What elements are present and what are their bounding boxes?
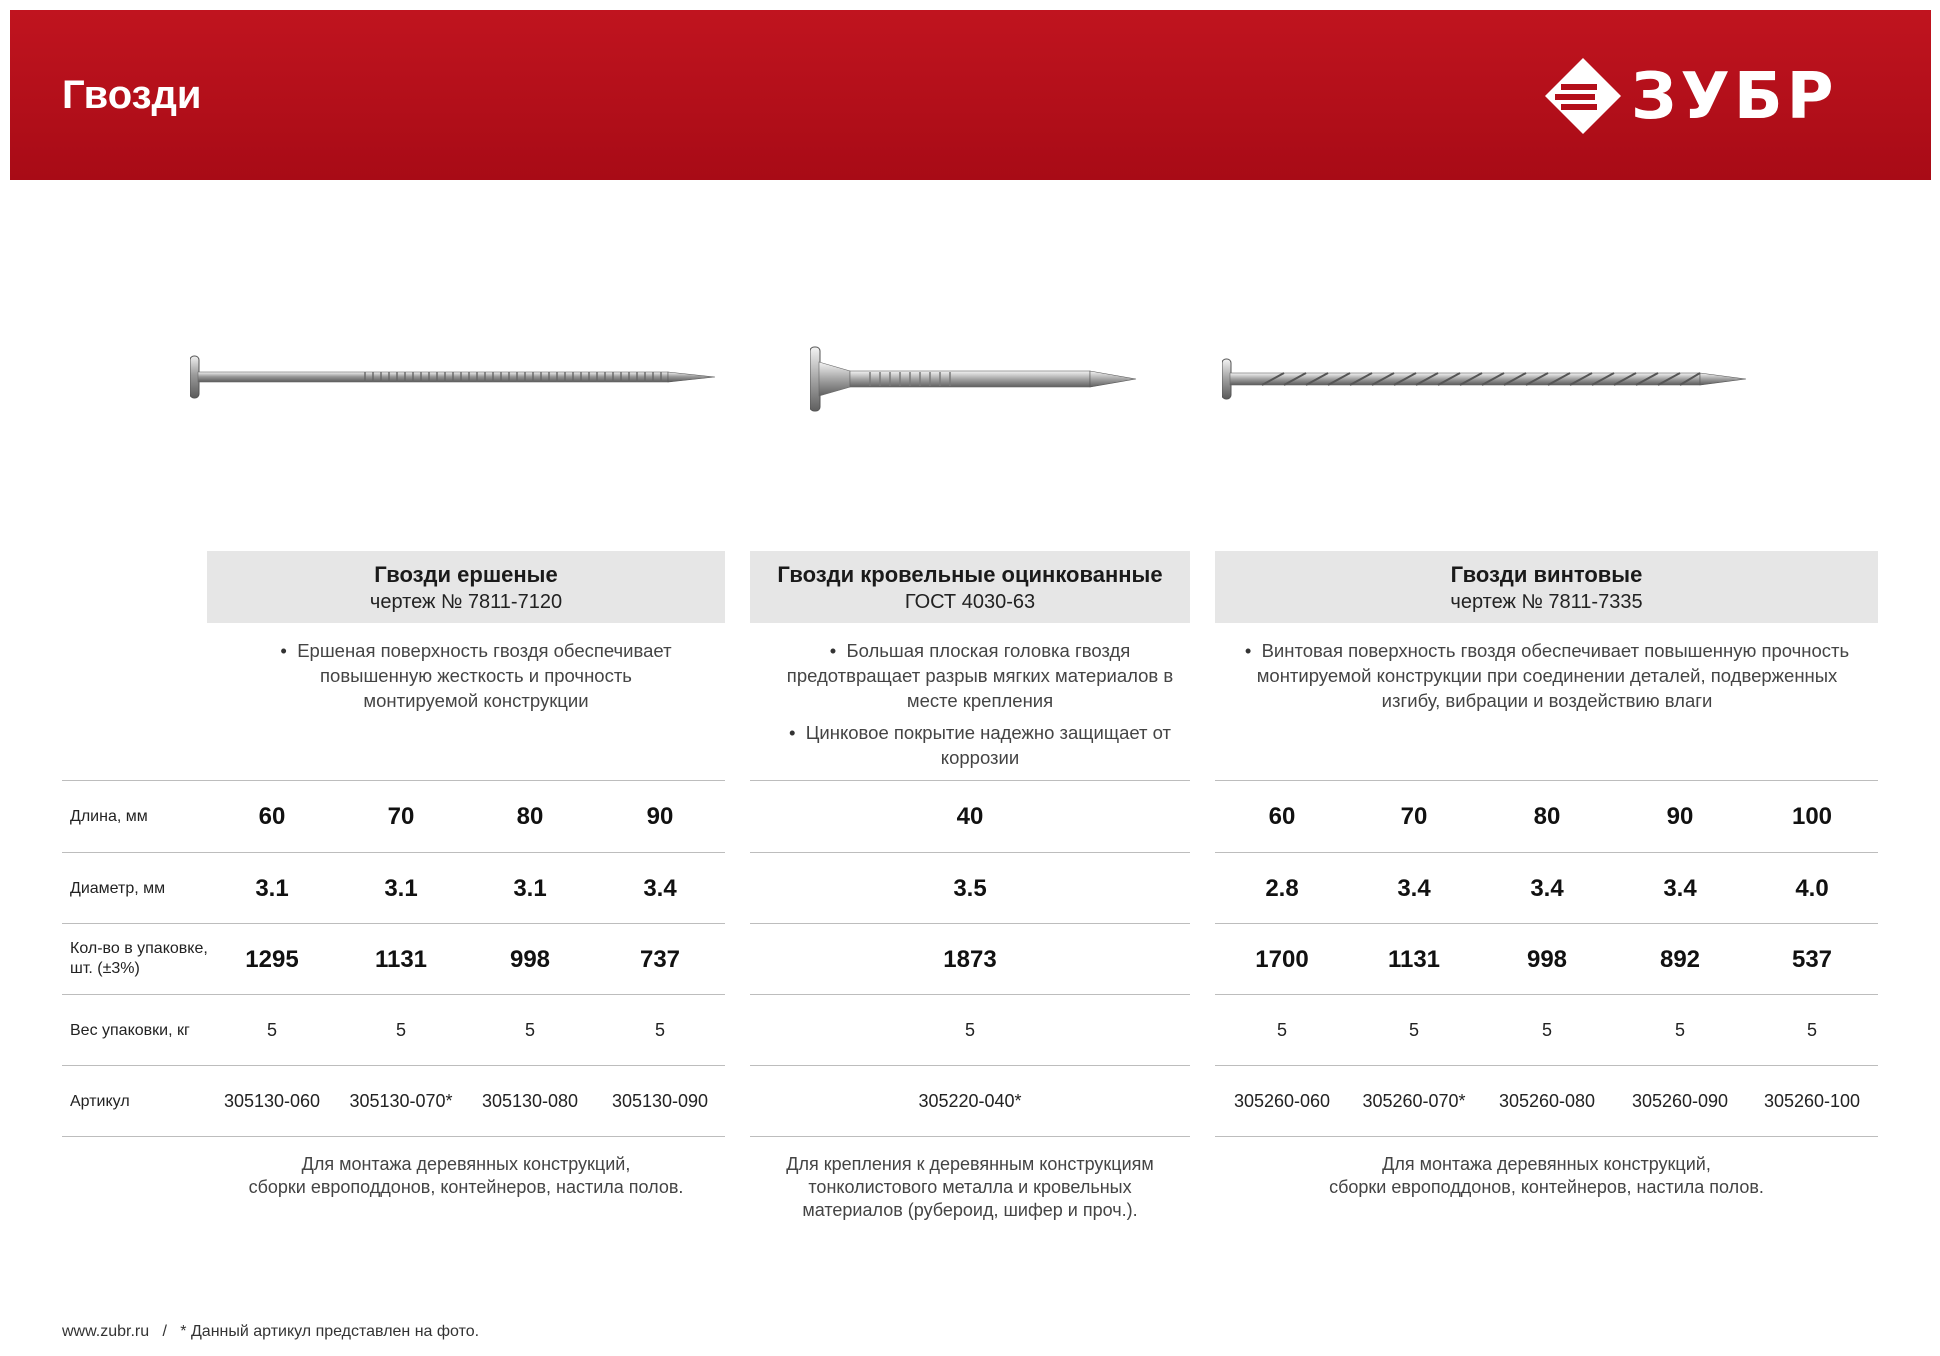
- weight-value: 5: [1674, 1020, 1685, 1040]
- length-value: 40: [956, 803, 984, 830]
- weight-value: 5: [1806, 1020, 1817, 1040]
- weight-value: 5: [964, 1020, 975, 1040]
- table-rule: [1215, 923, 1878, 924]
- diameter-value: 3.4: [1663, 875, 1697, 902]
- website-link[interactable]: www.zubr.ru: [62, 1323, 150, 1340]
- sku-value: 305260-090: [1631, 1091, 1729, 1111]
- table-rule: [62, 923, 725, 924]
- diameter-value: 3.4: [1397, 875, 1431, 902]
- usage-line: тонколистового металла и кровельных: [808, 1177, 1132, 1197]
- sku-value: 305260-100: [1763, 1091, 1861, 1111]
- sku-value: 305130-060: [223, 1091, 321, 1111]
- sku-value: 305130-090: [611, 1091, 709, 1111]
- usage-line: материалов (рубероид, шифер и проч.).: [802, 1200, 1138, 1220]
- header-banner: [10, 10, 1931, 180]
- product-name: Гвозди кровельные оцинкованные: [777, 562, 1163, 587]
- product-name: Гвозди ершеные: [374, 562, 558, 587]
- usage-line: Для монтажа деревянных конструкций,: [1382, 1154, 1711, 1174]
- row-label-length: Длина, мм: [70, 808, 148, 825]
- table-rule: [1215, 1136, 1878, 1137]
- description-ring-shank: [262, 638, 690, 720]
- weight-value: 5: [1541, 1020, 1552, 1040]
- roofing-nail-illustration: [810, 344, 1140, 414]
- product-header-roofing: [750, 551, 1190, 623]
- qty-value: 1700: [1255, 946, 1309, 973]
- diameter-value: 3.1: [255, 875, 289, 902]
- qty-value: 1295: [245, 946, 299, 973]
- table-rule: [750, 994, 1190, 995]
- sku-value: 305260-070*: [1362, 1091, 1466, 1111]
- qty-value: 998: [1526, 946, 1568, 973]
- feature-bullet: • Большая плоская головка гвоздя предотвращает разрыв мягких материалов в месте крепления: [780, 638, 1180, 713]
- length-value: 60: [258, 803, 286, 830]
- length-value: 90: [1666, 803, 1694, 830]
- weight-value: 5: [395, 1020, 406, 1040]
- qty-value: 1131: [374, 946, 428, 973]
- usage-roofing: [750, 1153, 1190, 1222]
- table-rule: [62, 1065, 725, 1066]
- row-label-qty-line2: шт. (±3%): [70, 960, 140, 977]
- table-rule: [750, 923, 1190, 924]
- sku-value: 305130-080: [481, 1091, 579, 1111]
- length-value: 60: [1268, 803, 1296, 830]
- footnote: * Данный артикул представлен на фото.: [180, 1323, 480, 1340]
- usage-line: Для крепления к деревянным конструкциям: [786, 1154, 1154, 1174]
- footer: [62, 1323, 479, 1341]
- table-rule: [1215, 852, 1878, 853]
- weight-value: 5: [266, 1020, 277, 1040]
- usage-line: Для монтажа деревянных конструкций,: [301, 1154, 631, 1174]
- feature-bullet: • Ершеная поверхность гвоздя обеспечивает повышенную жесткость и прочность монтируемой конструкции: [262, 638, 690, 713]
- weight-value: 5: [1276, 1020, 1287, 1040]
- table-rule: [1215, 780, 1878, 781]
- feature-bullet: • Цинковое покрытие надежно защищает от коррозии: [780, 720, 1180, 770]
- weight-value: 5: [524, 1020, 535, 1040]
- product-spec: ГОСТ 4030-63: [904, 591, 1036, 613]
- qty-value: 1131: [1387, 946, 1441, 973]
- product-name: Гвозди винтовые: [1450, 562, 1643, 587]
- usage-line: сборки европоддонов, контейнеров, настила полов.: [248, 1177, 684, 1197]
- table-rule: [62, 780, 725, 781]
- row-label-sku: Артикул: [70, 1093, 130, 1110]
- row-label-weight: Вес упаковки, кг: [70, 1022, 190, 1039]
- table-rule: [1215, 1065, 1878, 1066]
- table-rule: [1215, 994, 1878, 995]
- sku-value: 305130-070*: [349, 1091, 453, 1111]
- table-rule: [62, 852, 725, 853]
- diameter-value: 3.1: [384, 875, 418, 902]
- length-value: 70: [387, 803, 415, 830]
- product-header-ring-shank: [207, 551, 725, 623]
- footer-separator: /: [162, 1323, 167, 1340]
- table-rule: [62, 1136, 725, 1137]
- qty-value: 737: [639, 946, 681, 973]
- ring-shank-nail-illustration: [190, 352, 720, 402]
- weight-value: 5: [1408, 1020, 1419, 1040]
- description-screw: [1232, 638, 1862, 720]
- product-spec: чертеж № 7811-7335: [1450, 591, 1643, 613]
- row-label-diameter: Диаметр, мм: [70, 880, 166, 897]
- diameter-value: 3.4: [1530, 875, 1564, 902]
- row-label-qty-line1: Кол-во в упаковке,: [70, 940, 208, 957]
- table-rule: [62, 994, 725, 995]
- table-rule: [750, 1136, 1190, 1137]
- sku-value: 305260-060: [1233, 1091, 1331, 1111]
- diameter-value: 3.5: [953, 875, 987, 902]
- brand-name: ЗУБР: [1631, 60, 1838, 134]
- qty-value: 537: [1791, 946, 1833, 973]
- weight-value: 5: [654, 1020, 665, 1040]
- length-value: 70: [1400, 803, 1428, 830]
- length-value: 80: [1533, 803, 1561, 830]
- usage-screw: [1215, 1153, 1878, 1199]
- brand-logo: [1541, 54, 1901, 138]
- qty-value: 998: [509, 946, 551, 973]
- qty-value: 892: [1659, 946, 1701, 973]
- product-spec: чертеж № 7811-7120: [369, 591, 563, 613]
- table-rule: [750, 1065, 1190, 1066]
- row-label-qty: [70, 939, 208, 979]
- diameter-value: 3.1: [513, 875, 547, 902]
- feature-bullet: • Винтовая поверхность гвоздя обеспечивает повышенную прочность монтируемой конструкции при соединении деталей, подверженных изгибу, вибрации и воздействию влаги: [1232, 638, 1862, 713]
- length-value: 90: [646, 803, 674, 830]
- usage-ring-shank: [207, 1153, 725, 1199]
- screw-nail-illustration: [1222, 356, 1752, 402]
- length-value: 100: [1791, 803, 1833, 830]
- table-rule: [750, 852, 1190, 853]
- table-rule: [750, 780, 1190, 781]
- usage-line: сборки европоддонов, контейнеров, настила полов.: [1329, 1177, 1764, 1197]
- product-header-screw: [1215, 551, 1878, 623]
- length-value: 80: [516, 803, 544, 830]
- page-title: Гвозди: [62, 73, 202, 117]
- diameter-value: 3.4: [643, 875, 677, 902]
- qty-value: 1873: [943, 946, 997, 973]
- diameter-value: 2.8: [1265, 875, 1299, 902]
- description-roofing: [780, 638, 1180, 777]
- sku-value: 305220-040*: [918, 1091, 1022, 1111]
- sku-value: 305260-080: [1498, 1091, 1596, 1111]
- diameter-value: 4.0: [1795, 875, 1829, 902]
